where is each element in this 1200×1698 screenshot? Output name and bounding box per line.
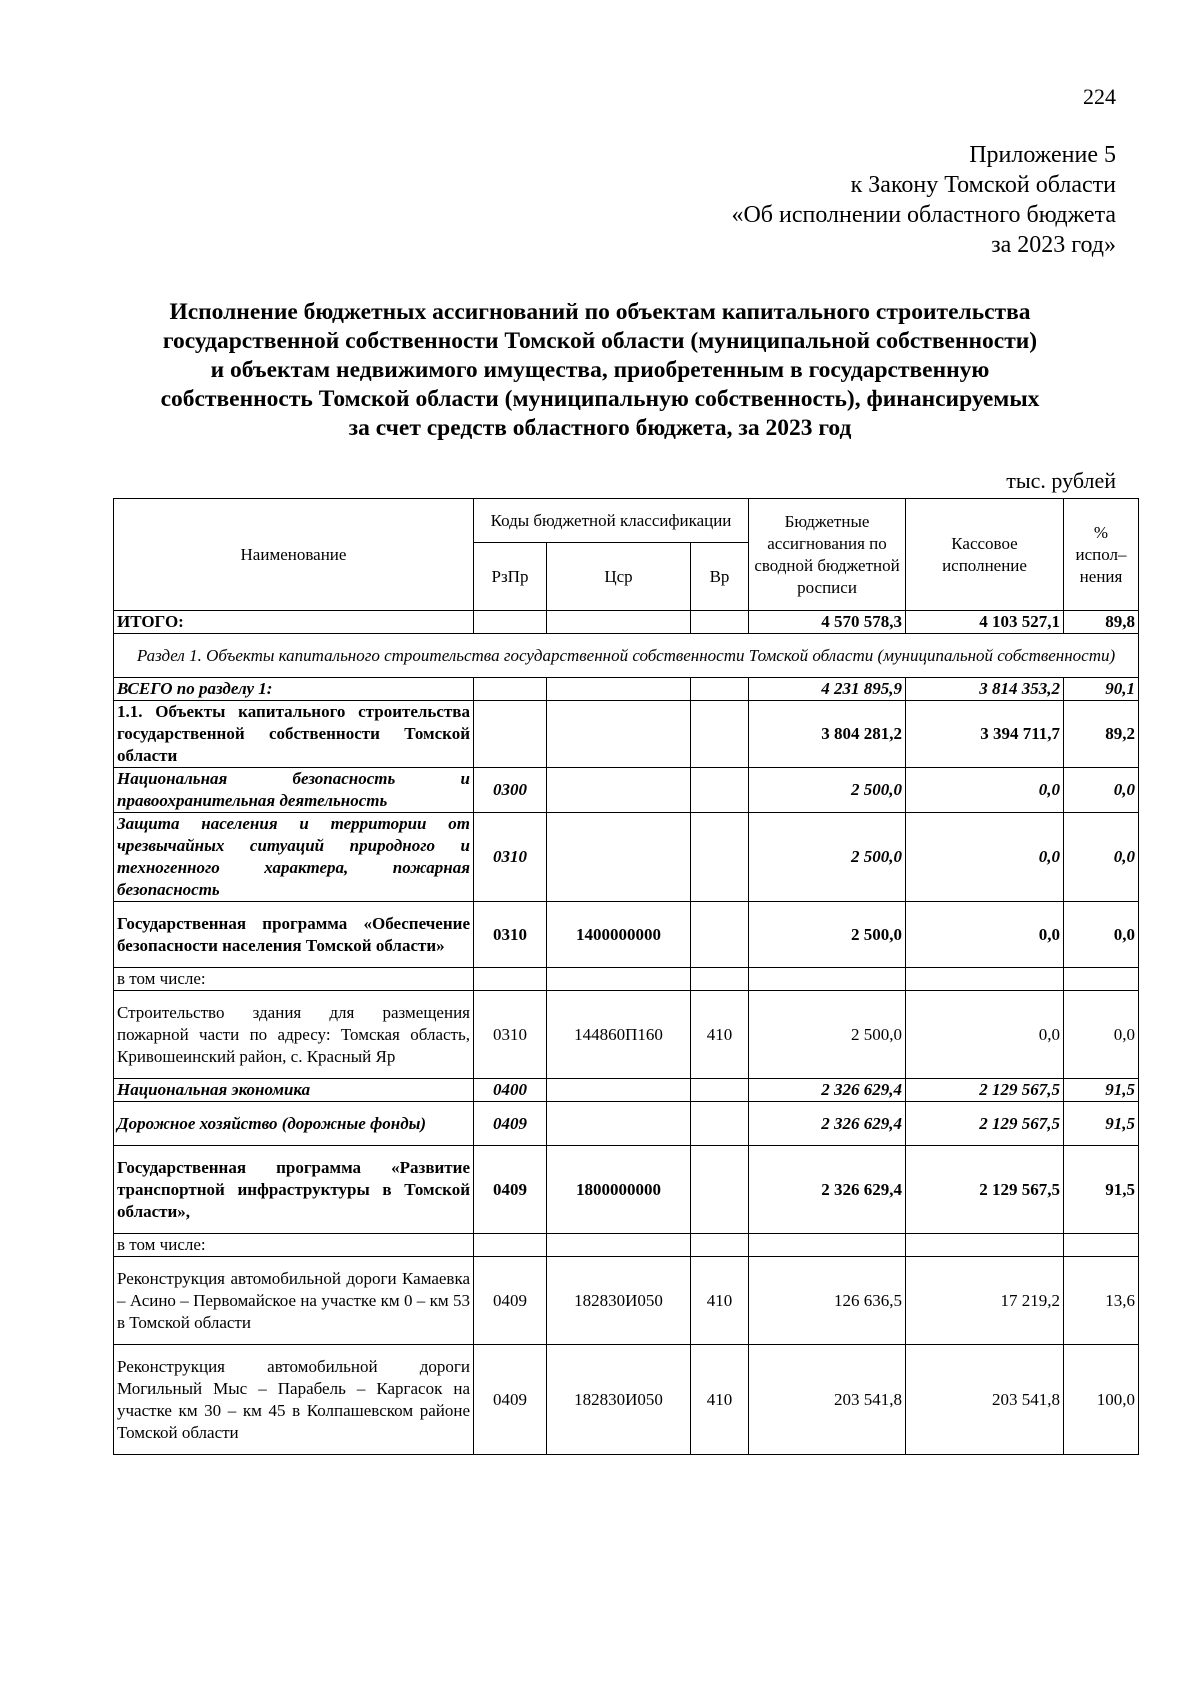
cell-name: в том числе: (114, 1234, 474, 1257)
title-line: Исполнение бюджетных ассигнований по объектам капитального строительства (169, 299, 1031, 325)
budget-table (113, 498, 1139, 1455)
header-rzpr: РзПр (474, 543, 547, 611)
table-row (114, 1234, 1139, 1257)
table-row-total (114, 611, 1139, 634)
title-line: государственной собственности Томской области (муниципальной собственности) (162, 328, 1038, 354)
cell-rzpr: 0300 (474, 768, 547, 813)
cell-percent: 0,0 (1064, 991, 1139, 1079)
cell-csr: 1800000000 (547, 1146, 691, 1234)
table-row (114, 678, 1139, 701)
cell-csr (547, 1079, 691, 1102)
table-row (114, 701, 1139, 768)
table-row (114, 1345, 1139, 1455)
cell-vr (691, 1102, 749, 1146)
cell-percent: 89,2 (1064, 701, 1139, 768)
cell-assigned: 3 804 281,2 (749, 701, 906, 768)
cell-name: в том числе: (114, 968, 474, 991)
cell-executed: 4 103 527,1 (906, 611, 1064, 634)
cell-rzpr (474, 678, 547, 701)
cell-csr (547, 678, 691, 701)
cell-rzpr: 0409 (474, 1146, 547, 1234)
cell-executed: 2 129 567,5 (906, 1102, 1064, 1146)
cell-csr: 1400000000 (547, 902, 691, 968)
document-title (120, 298, 1080, 443)
cell-rzpr: 0310 (474, 991, 547, 1079)
cell-vr (691, 902, 749, 968)
header-codes: Коды бюджетной классификации (474, 499, 749, 543)
cell-executed: 3 814 353,2 (906, 678, 1064, 701)
cell-assigned: 4 570 578,3 (749, 611, 906, 634)
cell-rzpr: 0409 (474, 1345, 547, 1455)
cell-csr (547, 768, 691, 813)
table-row (114, 902, 1139, 968)
cell-assigned: 2 326 629,4 (749, 1146, 906, 1234)
table-row (114, 1257, 1139, 1345)
title-line: и объектам недвижимого имущества, приобретенным в государственную (210, 357, 990, 383)
cell-executed: 17 219,2 (906, 1257, 1064, 1345)
cell-name: Реконструкция автомобильной дороги Могильный Мыс – Парабель – Каргасок на участке км 30 – км 45 в Колпашевском районе Томской области (114, 1345, 474, 1455)
cell-percent: 90,1 (1064, 678, 1139, 701)
cell-rzpr (474, 701, 547, 768)
cell-rzpr: 0310 (474, 902, 547, 968)
cell-percent: 89,8 (1064, 611, 1139, 634)
cell-rzpr: 0409 (474, 1257, 547, 1345)
cell-vr (691, 701, 749, 768)
table-row (114, 813, 1139, 902)
title-line: собственность Томской области (муниципальную собственность), финансируемых (160, 386, 1040, 412)
header-vr: Вр (691, 543, 749, 611)
cell-name: ВСЕГО по разделу 1: (114, 678, 474, 701)
cell-assigned: 203 541,8 (749, 1345, 906, 1455)
cell-csr (547, 813, 691, 902)
cell-percent: 0,0 (1064, 902, 1139, 968)
cell-assigned: 2 500,0 (749, 768, 906, 813)
appendix-line: Приложение 5 (969, 142, 1116, 168)
cell-name: Государственная программа «Обеспечение безопасности населения Томской области» (114, 902, 474, 968)
cell-percent: 91,5 (1064, 1102, 1139, 1146)
cell-name: Защита населения и территории от чрезвычайных ситуаций природного и техногенного характера, пожарная безопасность (114, 813, 474, 902)
title-line: за счет средств областного бюджета, за 2023 год (348, 415, 852, 441)
header-percent: % испол–нения (1064, 499, 1139, 611)
cell-executed: 203 541,8 (906, 1345, 1064, 1455)
units-label: тыс. рублей (1006, 468, 1116, 493)
cell-percent: 0,0 (1064, 768, 1139, 813)
header-csr: Цср (547, 543, 691, 611)
cell-vr: 410 (691, 1345, 749, 1455)
cell-percent: 100,0 (1064, 1345, 1139, 1455)
cell-executed: 0,0 (906, 902, 1064, 968)
cell-percent: 13,6 (1064, 1257, 1139, 1345)
cell-percent: 91,5 (1064, 1079, 1139, 1102)
cell-name: 1.1. Объекты капитального строительства государственной собственности Томской области (114, 701, 474, 768)
cell-name: Национальная экономика (114, 1079, 474, 1102)
cell-csr: 182830И050 (547, 1345, 691, 1455)
header-executed: Кассовое исполнение (906, 499, 1064, 611)
cell-assigned: 2 500,0 (749, 902, 906, 968)
table-row (114, 1079, 1139, 1102)
cell-name: Реконструкция автомобильной дороги Камаевка – Асино – Первомайское на участке км 0 – км 53 в Томской области (114, 1257, 474, 1345)
appendix-line: к Закону Томской области (850, 172, 1116, 198)
cell-vr (691, 768, 749, 813)
header-assigned: Бюджетные ассигнования по сводной бюджетной росписи (749, 499, 906, 611)
cell-executed: 0,0 (906, 991, 1064, 1079)
cell-rzpr: 0400 (474, 1079, 547, 1102)
cell-assigned: 2 326 629,4 (749, 1102, 906, 1146)
cell-executed: 2 129 567,5 (906, 1146, 1064, 1234)
appendix-line: за 2023 год» (991, 232, 1116, 258)
section-header-row (114, 634, 1139, 678)
cell-name: Государственная программа «Развитие транспортной инфраструктуры в Томской области», (114, 1146, 474, 1234)
cell-name: Национальная безопасность и правоохранительная деятельность (114, 768, 474, 813)
cell-csr (547, 701, 691, 768)
table-row (114, 768, 1139, 813)
table-row (114, 1102, 1139, 1146)
appendix-line: «Об исполнении областного бюджета (731, 202, 1116, 228)
cell-assigned: 2 500,0 (749, 813, 906, 902)
cell-assigned: 126 636,5 (749, 1257, 906, 1345)
cell-assigned: 4 231 895,9 (749, 678, 906, 701)
header-name: Наименование (114, 499, 474, 611)
cell-rzpr: 0409 (474, 1102, 547, 1146)
section-title: Раздел 1. Объекты капитального строительства государственной собственности Томской области (муниципальной собственности) (114, 634, 1139, 678)
cell-csr: 182830И050 (547, 1257, 691, 1345)
page-number: 224 (1083, 84, 1116, 109)
cell-csr: 144860П160 (547, 991, 691, 1079)
cell-vr (691, 1146, 749, 1234)
cell-executed: 0,0 (906, 768, 1064, 813)
appendix-note (731, 140, 1116, 260)
table-row (114, 1146, 1139, 1234)
cell-executed: 0,0 (906, 813, 1064, 902)
cell-percent: 91,5 (1064, 1146, 1139, 1234)
cell-name: Дорожное хозяйство (дорожные фонды) (114, 1102, 474, 1146)
cell-vr (691, 813, 749, 902)
cell-rzpr: 0310 (474, 813, 547, 902)
cell-csr (547, 1102, 691, 1146)
cell-name: Строительство здания для размещения пожарной части по адресу: Томская область, Кривошеинский район, с. Красный Яр (114, 991, 474, 1079)
table-row (114, 968, 1139, 991)
cell-vr: 410 (691, 1257, 749, 1345)
cell-assigned: 2 500,0 (749, 991, 906, 1079)
cell-vr (691, 1079, 749, 1102)
table-row (114, 991, 1139, 1079)
cell-vr: 410 (691, 991, 749, 1079)
cell-vr (691, 678, 749, 701)
cell-name: ИТОГО: (114, 611, 474, 634)
cell-assigned: 2 326 629,4 (749, 1079, 906, 1102)
cell-percent: 0,0 (1064, 813, 1139, 902)
cell-executed: 3 394 711,7 (906, 701, 1064, 768)
cell-executed: 2 129 567,5 (906, 1079, 1064, 1102)
